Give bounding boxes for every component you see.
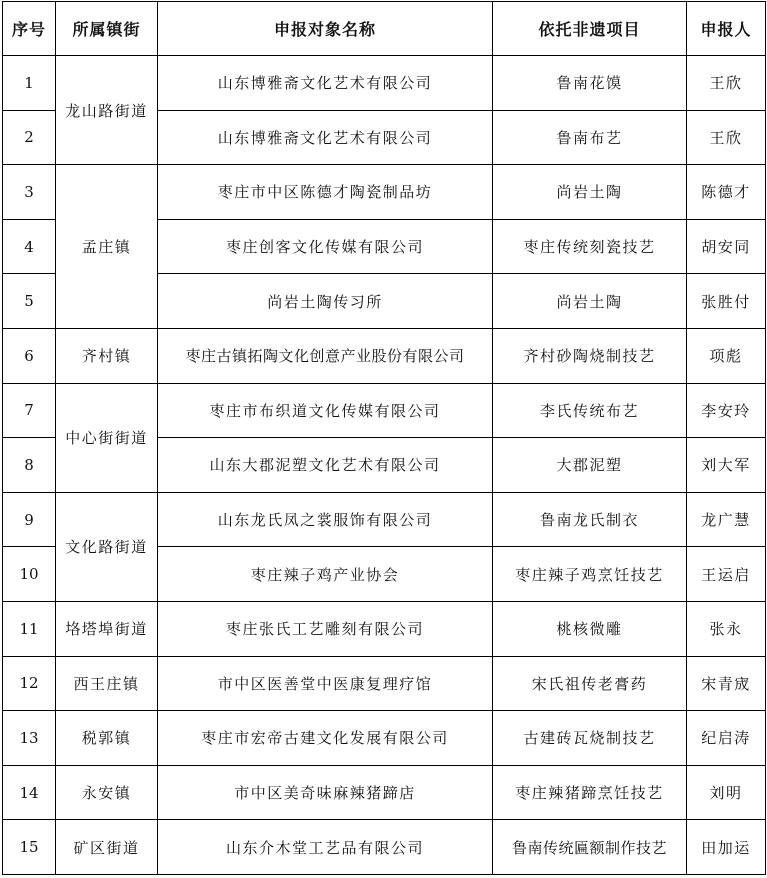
town-cell: 永安镇 [56, 765, 158, 820]
project-cell: 古建砖瓦烧制技艺 [493, 711, 687, 766]
applicant-cell: 纪启涛 [687, 711, 766, 766]
row-number: 10 [3, 547, 56, 602]
entity-cell: 市中区医善堂中医康复理疗馆 [158, 656, 493, 711]
applicant-cell: 项彪 [687, 328, 766, 383]
row-number: 9 [3, 492, 56, 547]
entity-cell: 枣庄古镇拓陶文化创意产业股份有限公司 [158, 328, 493, 383]
heritage-application-table [2, 1, 766, 875]
entity-cell: 山东博雅斋文化艺术有限公司 [158, 56, 493, 111]
table-row [3, 656, 766, 711]
header-row [3, 2, 766, 56]
town-cell: 中心街街道 [56, 383, 158, 492]
applicant-cell: 胡安同 [687, 219, 766, 274]
applicant-cell: 王欣 [687, 56, 766, 111]
row-number: 12 [3, 656, 56, 711]
row-number: 8 [3, 438, 56, 493]
project-cell: 桃核微雕 [493, 601, 687, 656]
row-number: 7 [3, 383, 56, 438]
town-cell: 垎塔埠街道 [56, 601, 158, 656]
header-applicant: 申报人 [687, 2, 766, 56]
entity-cell: 山东大郡泥塑文化艺术有限公司 [158, 438, 493, 493]
header-entity: 申报对象名称 [158, 2, 493, 56]
project-cell: 尚岩土陶 [493, 274, 687, 329]
entity-cell: 山东博雅斋文化艺术有限公司 [158, 110, 493, 165]
header-no: 序号 [3, 2, 56, 56]
applicant-cell: 张永 [687, 601, 766, 656]
row-number: 2 [3, 110, 56, 165]
town-cell: 龙山路街道 [56, 56, 158, 165]
entity-cell: 枣庄辣子鸡产业协会 [158, 547, 493, 602]
applicant-cell: 张胜付 [687, 274, 766, 329]
applicant-cell: 宋青宬 [687, 656, 766, 711]
applicant-cell: 王欣 [687, 110, 766, 165]
project-cell: 鲁南龙氏制衣 [493, 492, 687, 547]
entity-cell: 山东介木堂工艺品有限公司 [158, 820, 493, 875]
applicant-cell: 刘大军 [687, 438, 766, 493]
entity-cell: 枣庄张氏工艺雕刻有限公司 [158, 601, 493, 656]
table-row [3, 328, 766, 383]
entity-cell: 尚岩土陶传习所 [158, 274, 493, 329]
header-project: 依托非遗项目 [493, 2, 687, 56]
table-row [3, 56, 766, 111]
entity-cell: 枣庄市宏帝古建文化发展有限公司 [158, 711, 493, 766]
project-cell: 鲁南布艺 [493, 110, 687, 165]
row-number: 11 [3, 601, 56, 656]
row-number: 4 [3, 219, 56, 274]
applicant-cell: 陈德才 [687, 165, 766, 220]
applicant-cell: 龙广慧 [687, 492, 766, 547]
project-cell: 尚岩土陶 [493, 165, 687, 220]
table-row [3, 165, 766, 220]
project-cell: 鲁南花馍 [493, 56, 687, 111]
header-town: 所属镇街 [56, 2, 158, 56]
town-cell: 税郭镇 [56, 711, 158, 766]
applicant-cell: 田加运 [687, 820, 766, 875]
entity-cell: 枣庄市布织道文化传媒有限公司 [158, 383, 493, 438]
project-cell: 鲁南传统匾额制作技艺 [493, 820, 687, 875]
project-cell: 大郡泥塑 [493, 438, 687, 493]
row-number: 13 [3, 711, 56, 766]
row-number: 5 [3, 274, 56, 329]
table-row [3, 711, 766, 766]
project-cell: 齐村砂陶烧制技艺 [493, 328, 687, 383]
row-number: 6 [3, 328, 56, 383]
table-row [3, 383, 766, 438]
row-number: 1 [3, 56, 56, 111]
entity-cell: 枣庄市中区陈德才陶瓷制品坊 [158, 165, 493, 220]
town-cell: 齐村镇 [56, 328, 158, 383]
table-row [3, 492, 766, 547]
table-row [3, 601, 766, 656]
entity-cell: 市中区美奇味麻辣猪蹄店 [158, 765, 493, 820]
town-cell: 矿区街道 [56, 820, 158, 875]
applicant-cell: 王运启 [687, 547, 766, 602]
project-cell: 枣庄传统刻瓷技艺 [493, 219, 687, 274]
town-cell: 文化路街道 [56, 492, 158, 601]
town-cell: 西王庄镇 [56, 656, 158, 711]
project-cell: 枣庄辣猪蹄烹饪技艺 [493, 765, 687, 820]
row-number: 14 [3, 765, 56, 820]
table-row [3, 765, 766, 820]
applicant-cell: 李安玲 [687, 383, 766, 438]
project-cell: 李氏传统布艺 [493, 383, 687, 438]
project-cell: 枣庄辣子鸡烹饪技艺 [493, 547, 687, 602]
row-number: 15 [3, 820, 56, 875]
entity-cell: 山东龙氏凤之裳服饰有限公司 [158, 492, 493, 547]
town-cell: 孟庄镇 [56, 165, 158, 329]
table-row [3, 820, 766, 875]
row-number: 3 [3, 165, 56, 220]
entity-cell: 枣庄创客文化传媒有限公司 [158, 219, 493, 274]
project-cell: 宋氏祖传老膏药 [493, 656, 687, 711]
applicant-cell: 刘明 [687, 765, 766, 820]
